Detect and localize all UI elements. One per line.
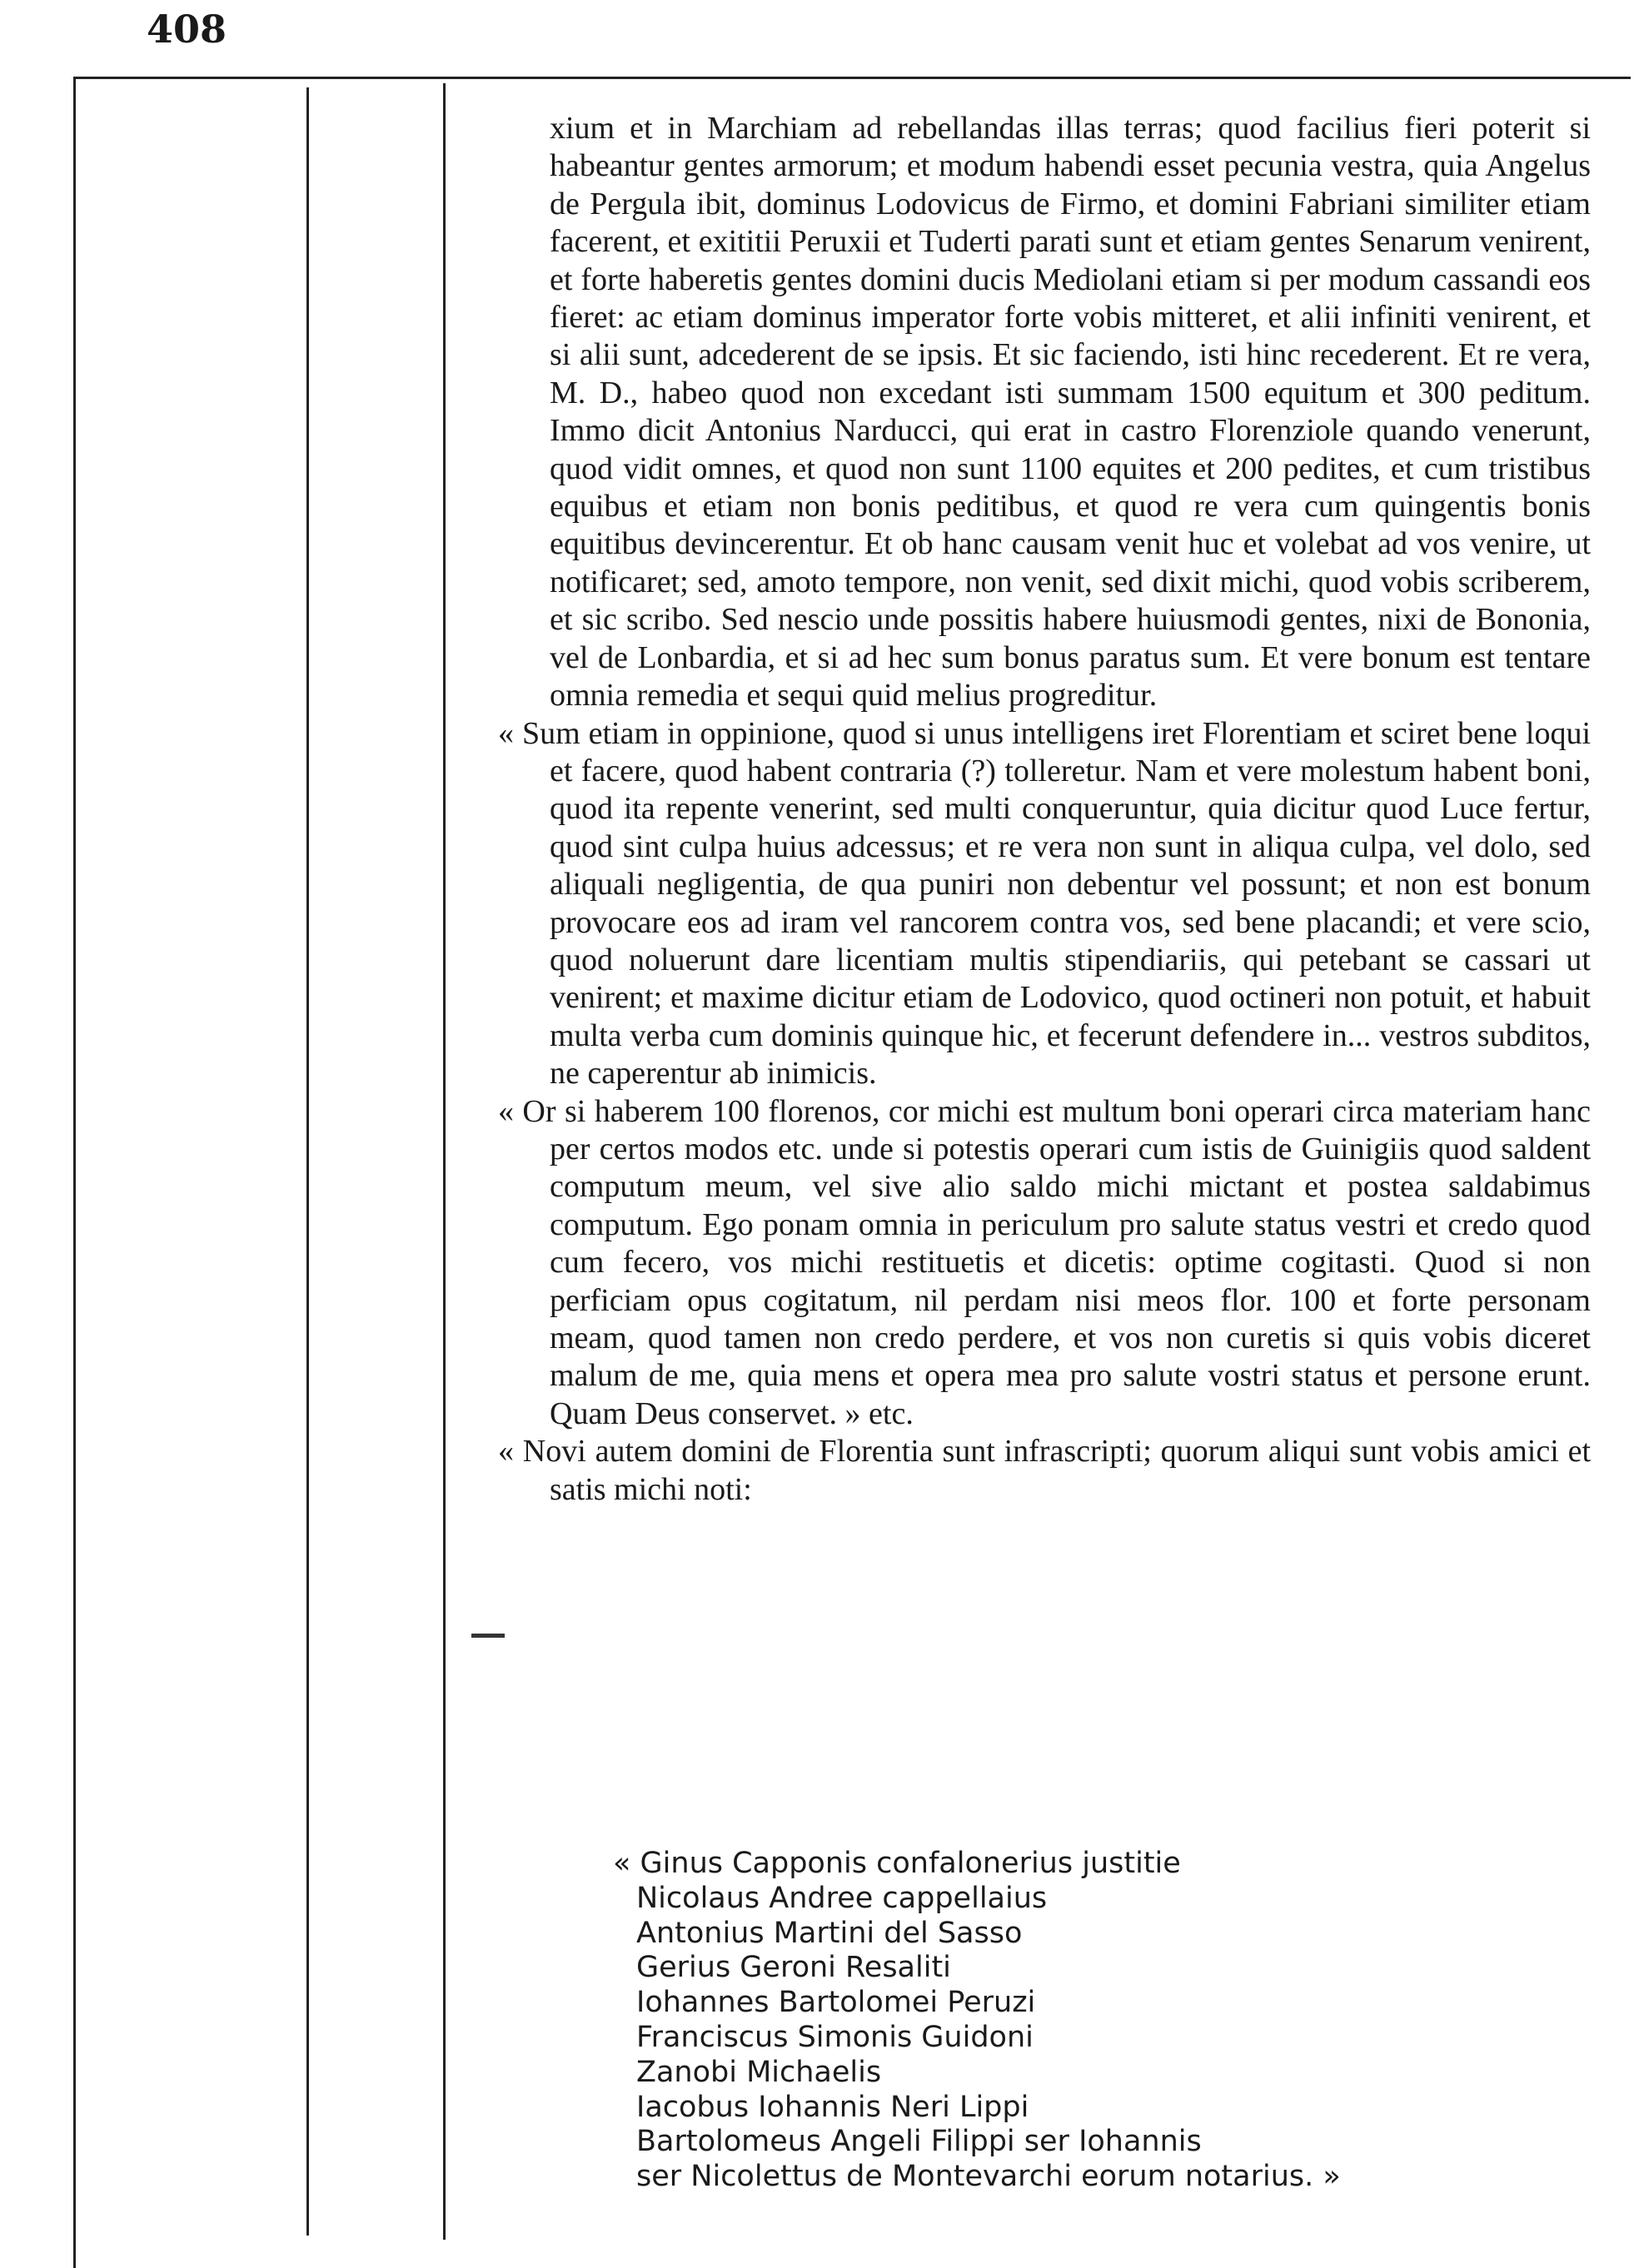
list-item: Iacobus Iohannis Neri Lippi — [636, 2090, 1029, 2124]
list-item: Franciscus Simonis Guidoni — [636, 2020, 1034, 2054]
list-item: Gerius Geroni Resaliti — [636, 1951, 951, 1985]
main-text — [483, 110, 1591, 1509]
list-item: Iohannes Bartolomei Peruzi — [636, 1986, 1036, 2020]
list-item: Antonius Martini del Sasso — [636, 1916, 1023, 1950]
paragraph-new-lords: « Novi autem domini de Florentia sunt infrascripti; quorum aliqui sunt vobis amici et satis michi noti: — [498, 1434, 1591, 1507]
column-rule-middle — [306, 87, 309, 2236]
list-item: Bartolomeus Angeli Filippi ser Iohannis — [636, 2125, 1202, 2159]
list-item: Nicolaus Andree cappellaius — [636, 1881, 1048, 1915]
lords-list — [613, 1847, 1594, 2195]
page-number: 408 — [147, 7, 227, 52]
list-item: Zanobi Michaelis — [636, 2055, 882, 2089]
column-rule-text — [443, 83, 446, 2240]
paragraph-opinion: « Sum etiam in oppinione, quod si unus intelligens iret Florentiam et sciret bene loqui et facere, quod habent contraria (?) tolleretur. Nam et vere molestum habent boni, quod ita repente venerint, sed multi conqueruntur, quia dicitur quod Luce fertur, quod sint culpa huius adcessus; et re vera non sunt in aliqua culpa, vel dolo, sed aliquali negligentia, de qua puniri non debentur vel possunt; et non est bonum provocare eos ad iram vel rancorem contra vos, sed bene placandi; et vere scio, quod noluerunt dare licentiam multis stipendiariis, qui petebant se cassari ut venirent; et maxime dicitur etiam de Lodovico, quod octineri non potuit, et habuit multa verba cum dominis quinque hic, et fecerunt defendere in... vestros subditos, ne caperentur ab inimicis. — [498, 715, 1591, 1092]
margin-mark — [471, 1634, 505, 1638]
paragraph-florins: « Or si haberem 100 florenos, cor michi est multum boni operari circa materiam hanc per certos modos etc. unde si potestis operari cum istis de Guinigiis quod saldent computum meum, vel sive alio saldo michi mictant et postea saldabimus computum. Ego ponam omnia in periculum pro salute status vestri et credo quod cum fecero, vos michi restituetis et dicetis: optime cogitasti. Quod si non perficiam opus cogitatum, nil perdam nisi meos flor. 100 et forte personam meam, quod tamen non credo perdere, et vos non curetis si quis vobis diceret malum de me, quia mens et opera mea pro salute vostri status et persone erunt. Quam Deus conservet. » etc. — [498, 1093, 1591, 1431]
list-item: « Ginus Capponis confalonerius justitie — [613, 1847, 1181, 1880]
list-item: ser Nicolettus de Montevarchi eorum notarius. » — [636, 2160, 1341, 2194]
paragraph-continuation: xium et in Marchiam ad rebellandas illas terras; quod facilius fieri poterit si habeantur gentes armorum; et modum habendi esset pecunia vestra, quia Angelus de Pergula ibit, dominus Lodovicus de Firmo, et domini Fabriani similiter etiam facerent, et exititii Peruxii et Tuderti parati sunt et etiam gentes Senarum venirent, et forte haberetis gentes domini ducis Mediolani etiam si per modum cassandi eos fieret: ac etiam dominus imperator forte vobis mitteret, et alii infiniti venirent, et si alii sunt, adcederent de se ipsis. Et sic faciendo, isti hinc recederent. Et re vera, M. D., habeo quod non excedant isti summam 1500 equitum et 300 peditum. Immo dicit Antonius Narducci, qui erat in castro Florenziole quando venerunt, quod vidit omnes, et quod non sunt 1100 equites et 200 pedites, et cum tristibus equibus et etiam non bonis peditibus, et quod re vera cum quingentis bonis equitibus devincerentur. Et ob hanc causam venit huc et volebat ad vos venire, ut notificaret; sed, amoto tempore, non venit, sed dixit michi, quod vobis scriberem, et sic scribo. Sed nescio unde possitis habere huiusmodi gentes, nixi de Bononia, vel de Lonbardia, et si ad hec sum bonus paratus sum. Et vere bonum est tentare omnia remedia et sequi quid melius progreditur. — [550, 111, 1591, 714]
header-rule — [73, 77, 1631, 79]
column-rule-left — [73, 79, 76, 2268]
